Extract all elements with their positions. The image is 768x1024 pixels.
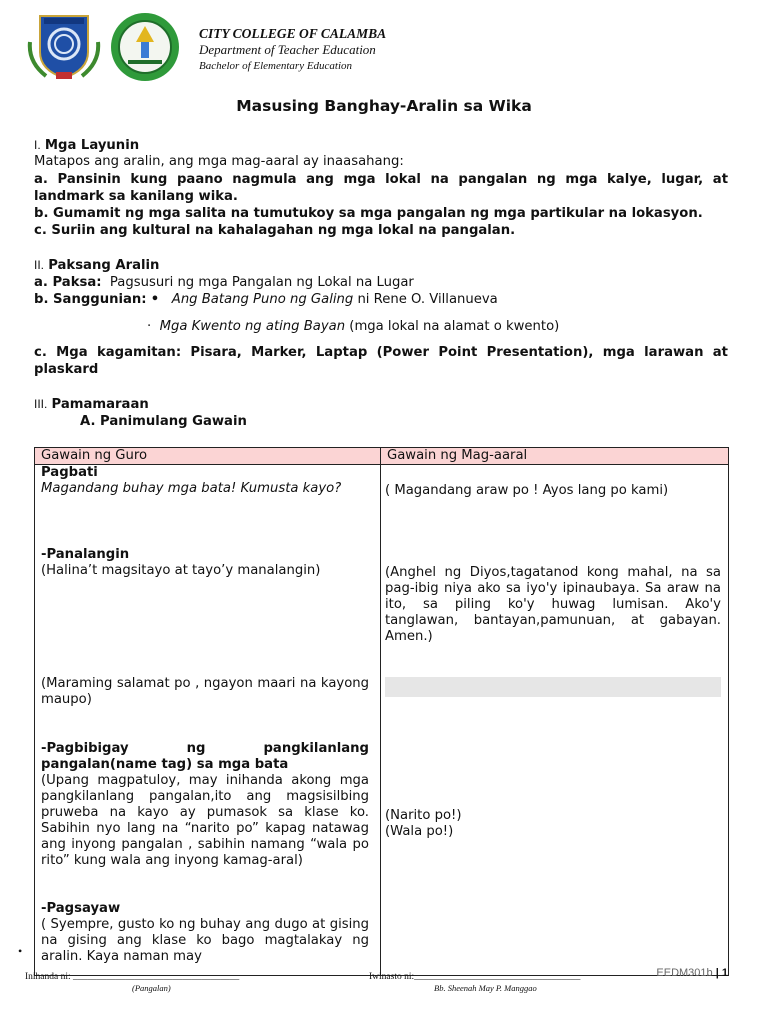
inihanda-line: Inihanda ni: ___________________________________ (25, 972, 240, 982)
narito-response: (Narito po!) (385, 808, 462, 823)
page-number: EEDM301b | 1 (656, 967, 728, 979)
footer-dot: • (18, 944, 23, 958)
magaaral-column (381, 465, 729, 976)
layunin-intro: Matapos ang aralin, ang mga mag-aaral ay inaasahang: (34, 154, 404, 169)
pagbibigay-heading: -Pagbibigay ng pangkilanlang pangalan(name tag) sa mga bata (41, 741, 369, 772)
pagbibigay-text: (Upang magpatuloy, may inihanda akong mga pangkilanlang pangalan,ito ang magsisilbing pruweba na kayo ay pumasok sa klase ko. Sabihin nyo lang na “narito po” kapag natawag ang inyong pangalan , sabihin namang “wala po rito” kung wala ang inyong kamag-aral) (41, 773, 369, 868)
teacher-education-logo (108, 12, 182, 82)
iwinasto-line: Iwinasto ni:___________________________________ (369, 972, 581, 982)
pagbati-text: Magandang buhay mga bata! Kumusta kayo? (41, 481, 342, 496)
layunin-b: b. Gumamit ng mga salita na tumutukoy sa mga pangalan ng mga partikular na lokasyon. (34, 206, 703, 221)
guro-column (35, 465, 381, 976)
pagbati-heading: Pagbati (41, 465, 98, 480)
guro-name: Bb. Sheenah May P. Manggao (434, 983, 537, 993)
panalangin-heading: -Panalangin (41, 547, 130, 562)
department-name: Department of Teacher Education (199, 42, 376, 57)
program-name: Bachelor of Elementary Education (199, 60, 353, 72)
panalangin-response: (Anghel ng Diyos,tagatanod kong mahal, na sa pag-ibig niya ako sa iyo'y ipinaubaya. Sa araw na ito, sa piling ko'y huwag lumisan. Ako'y tanglawan, bantayan,pamunuan, at gabayan. Amen.) (385, 565, 721, 644)
paksa-heading: II. Paksang Aralin (34, 258, 160, 273)
panimulang-gawain: A. Panimulang Gawain (80, 414, 247, 429)
paksa-c: c. Mga kagamitan: Pisara, Marker, Laptap (Power Point Presentation), mga larawan at plaskard (34, 345, 728, 377)
pagsayaw-heading: -Pagsayaw (41, 901, 121, 916)
reference-1-title: Ang Batang Puno ng Galing (171, 292, 354, 307)
layunin-heading: I. Mga Layunin (34, 138, 140, 153)
paksa-a: a. Paksa: Pagsusuri ng mga Pangalan ng Lokal na Lugar (34, 275, 414, 290)
institution-header (199, 26, 386, 74)
pagbati-response: ( Magandang araw po ! Ayos lang po kami) (385, 483, 669, 498)
city-college-logo (26, 12, 102, 82)
paksa-b-2: · Mga Kwento ng ating Bayan (mga lokal na alamat o kwento) (147, 319, 560, 334)
pagsayaw-text: ( Syempre, gusto ko ng buhay ang dugo at gising na gising ang klase ko bago magtalakay ng aralin. Kaya naman may (41, 917, 369, 964)
pamamaraan-heading: III. Pamamaraan (34, 397, 149, 412)
reference-2-title: Mga Kwento ng ating Bayan (159, 319, 346, 334)
panalangin-text: (Halina’t magsitayo at tayo’y manalangin) (41, 563, 321, 578)
document-title: Masusing Banghay-Aralin sa Wika (236, 97, 532, 115)
wala-response: (Wala po!) (385, 824, 454, 839)
institution-name: CITY COLLEGE OF CALAMBA (199, 26, 387, 41)
header-gawain-guro: Gawain ng Guro (35, 448, 381, 465)
activity-table (34, 447, 729, 976)
pangalan-caption: (Pangalan) (132, 983, 171, 993)
layunin-a: a. Pansinin kung paano nagmula ang mga lokal na pangalan ng mga kalye, lugar, at landmark sa kanilang wika. (34, 172, 728, 204)
shaded-row (385, 677, 721, 697)
layunin-c: c. Suriin ang kultural na kahalagahan ng mga lokal na pangalan. (34, 223, 516, 238)
header-gawain-magaaral: Gawain ng Mag-aaral (381, 448, 729, 465)
paksa-b: b. Sanggunian: • Ang Batang Puno ng Galing ni Rene O. Villanueva (34, 292, 498, 307)
salamat-text: (Maraming salamat po , ngayon maari na kayong maupo) (41, 676, 369, 707)
